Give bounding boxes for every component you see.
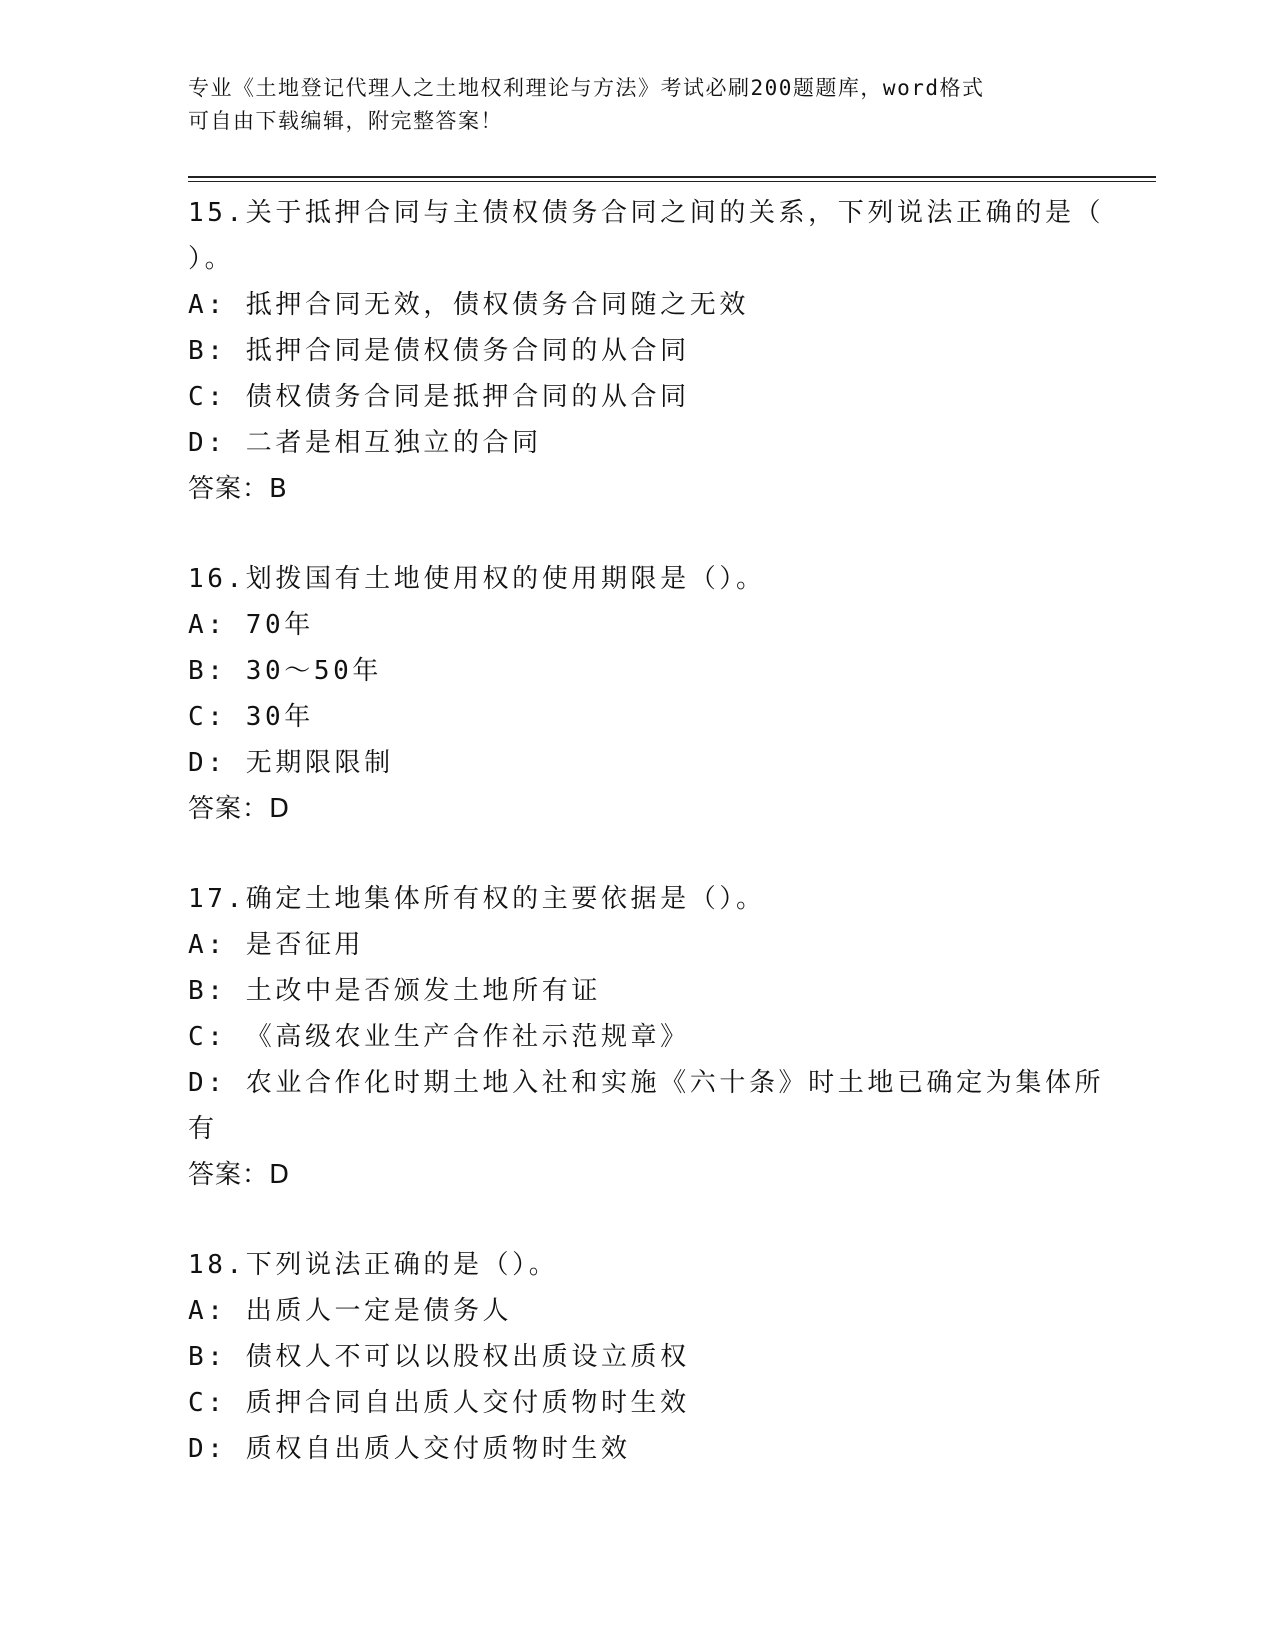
- question-16: [188, 556, 1158, 832]
- option-b: B: 抵押合同是债权债务合同的从合同: [188, 336, 690, 366]
- option-b: B: 30～50年: [188, 656, 382, 686]
- question-17: [188, 876, 1158, 1198]
- question-stem: 17.确定土地集体所有权的主要依据是（）。: [188, 884, 766, 914]
- option-a: A: 是否征用: [188, 930, 365, 960]
- option-d: D: 农业合作化时期土地入社和实施《六十条》时土地已确定为集体所: [188, 1068, 1105, 1098]
- question-18: [188, 1242, 1158, 1472]
- header-line-2: 可自由下载编辑，附完整答案！: [188, 109, 503, 133]
- option-d: D: 二者是相互独立的合同: [188, 428, 542, 458]
- option-b: B: 债权人不可以以股权出质设立质权: [188, 1342, 690, 1372]
- document-header: [188, 72, 1158, 176]
- option-a: A: 出质人一定是债务人: [188, 1296, 513, 1326]
- option-d-continued: 有: [188, 1114, 218, 1144]
- option-d: D: 无期限限制: [188, 748, 394, 778]
- option-a: A: 70年: [188, 610, 314, 640]
- document-page: [188, 72, 1158, 1516]
- option-a: A: 抵押合同无效，债权债务合同随之无效: [188, 290, 749, 320]
- question-stem-continued: ）。: [188, 244, 235, 274]
- answer-line: 答案：D: [188, 1160, 291, 1190]
- option-c: C: 质押合同自出质人交付质物时生效: [188, 1388, 690, 1418]
- answer-line: 答案：D: [188, 794, 291, 824]
- option-c: C: 债权债务合同是抵押合同的从合同: [188, 382, 690, 412]
- option-d: D: 质权自出质人交付质物时生效: [188, 1434, 631, 1464]
- header-divider: [188, 176, 1156, 182]
- answer-line: 答案：B: [188, 474, 288, 504]
- option-b: B: 土改中是否颁发土地所有证: [188, 976, 601, 1006]
- header-line-1: 专业《土地登记代理人之土地权利理论与方法》考试必刷200题题库，word格式: [188, 76, 985, 100]
- option-c: C: 《高级农业生产合作社示范规章》: [188, 1022, 690, 1052]
- question-stem: 16.划拨国有土地使用权的使用期限是（）。: [188, 564, 766, 594]
- question-15: [188, 190, 1158, 512]
- question-stem: 18.下列说法正确的是（）。: [188, 1250, 559, 1280]
- option-c: C: 30年: [188, 702, 314, 732]
- question-stem: 15.关于抵押合同与主债权债务合同之间的关系，下列说法正确的是（: [188, 198, 1105, 228]
